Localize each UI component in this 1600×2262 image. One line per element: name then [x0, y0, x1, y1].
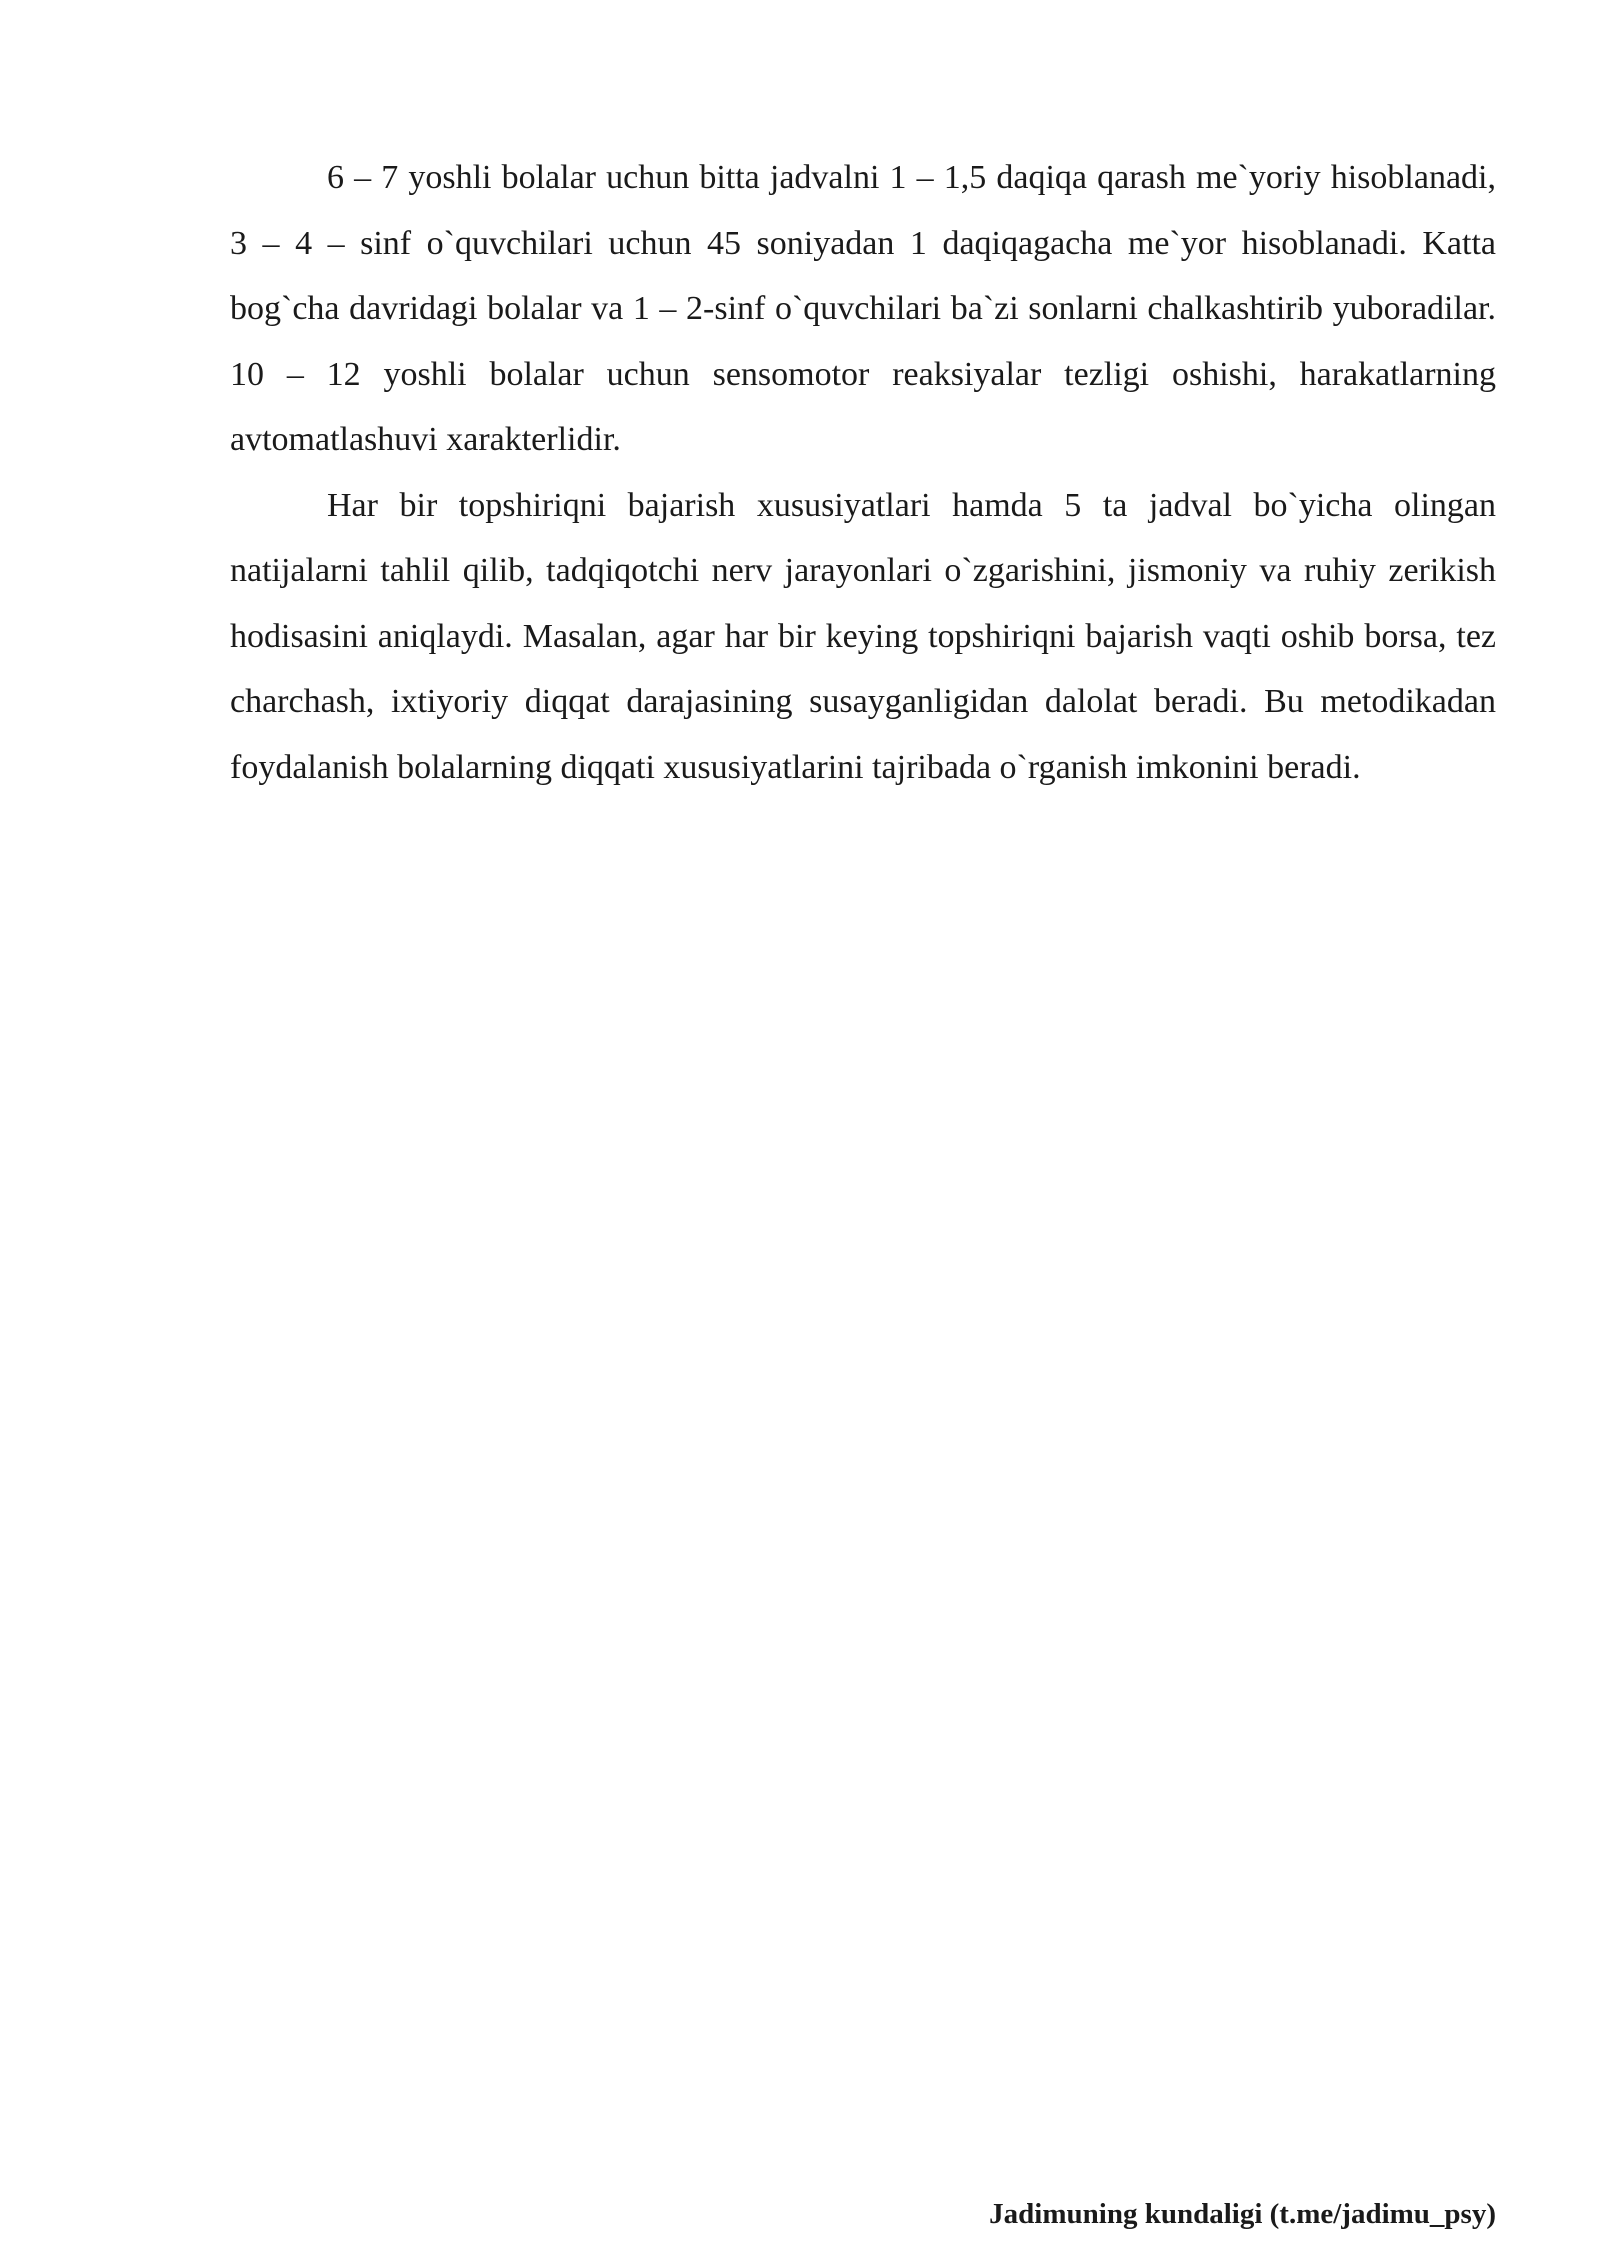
paragraph-2: Har bir topshiriqni bajarish xususiyatlari hamda 5 ta jadval bo`yicha olingan natijalarni tahlil qilib, tadqiqotchi nerv jarayonlari o`zgarishini, jismoniy va ruhiy zerikish hodisasini aniqlaydi. Masalan, agar har bir keying topshiriqni bajarish vaqti oshib borsa, tez charchash, ixtiyoriy diqqat darajasining susayganligidan dalolat beradi. Bu metodikadan foydalanish bolalarning diqqati xususiyatlarini tajribada o`rganish imkonini beradi.	[230, 486, 1496, 786]
body-text	[230, 145, 1496, 800]
paragraph-1: 6 – 7 yoshli bolalar uchun bitta jadvalni 1 – 1,5 daqiqa qarash me`yoriy hisoblanadi, 3 – 4 – sinf o`quvchilari uchun 45 soniyadan 1 daqiqagacha me`yor hisoblanadi. Katta bog`cha davridagi bolalar va 1 – 2-sinf o`quvchilari ba`zi sonlarni chalkashtirib yuboradilar. 10 – 12 yoshli bolalar uchun sensomotor reaksiyalar tezligi oshishi, harakatlarning avtomatlashuvi xarakterlidir.	[230, 159, 1496, 458]
page-footer: Jadimuning kundaligi (t.me/jadimu_psy)	[989, 2198, 1496, 2230]
